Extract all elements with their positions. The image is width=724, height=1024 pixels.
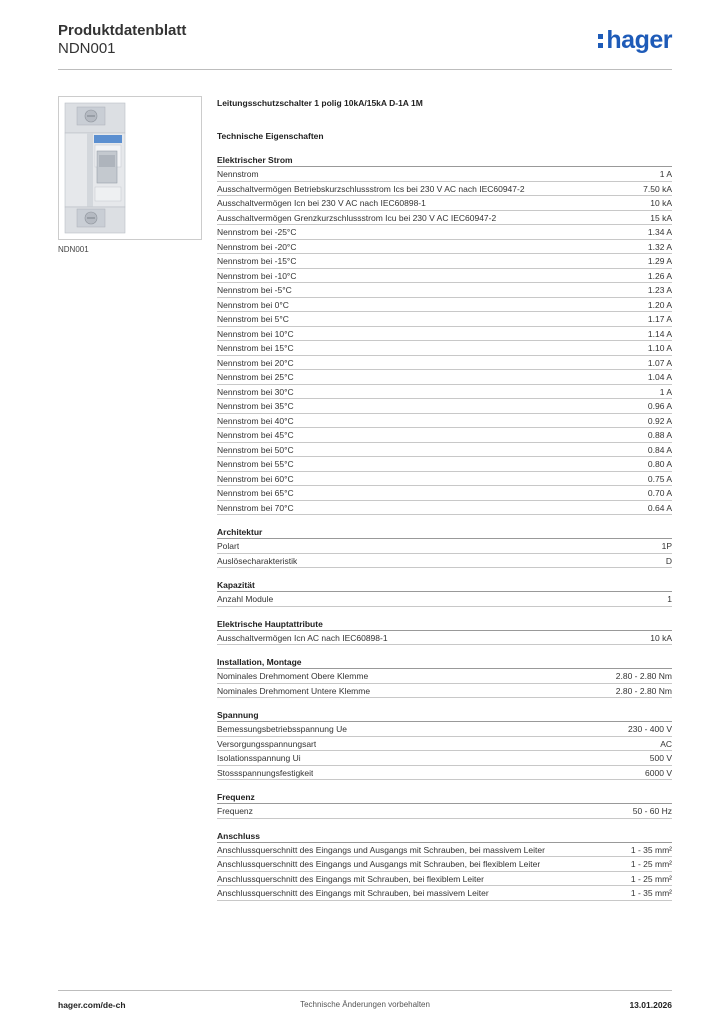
spec-value: 0.80 A <box>647 459 672 469</box>
product-description: Leitungsschutzschalter 1 polig 10kA/15kA D-1A 1M <box>217 98 423 108</box>
circuit-breaker-image <box>59 97 201 239</box>
spec-value: D <box>665 555 672 566</box>
spec-label: Anschlussquerschnitt des Eingangs und Ausgangs mit Schrauben, bei massivem Leiter <box>217 844 545 855</box>
spec-label: Nennstrom bei -5°C <box>217 285 292 295</box>
spec-row <box>217 283 672 298</box>
page-footer <box>58 990 672 1014</box>
spec-label: Versorgungsspannungsart <box>217 738 317 749</box>
spec-value: 1 A <box>659 386 672 397</box>
spec-value: 1.20 A <box>647 299 672 310</box>
spec-label: Nennstrom bei 40°C <box>217 415 294 426</box>
spec-row <box>217 722 672 737</box>
spec-value: 0.75 A <box>647 473 672 484</box>
spec-value: 0.70 A <box>647 488 672 498</box>
spec-row <box>217 167 672 182</box>
spec-value: 1.34 A <box>647 227 672 237</box>
spec-row <box>217 341 672 356</box>
spec-label: Nennstrom bei 50°C <box>217 444 294 455</box>
spec-value: 1.17 A <box>647 314 672 324</box>
spec-label: Anschlussquerschnitt des Eingangs und Ausgangs mit Schrauben, bei flexiblem Leiter <box>217 859 541 869</box>
spec-label: Bemessungsbetriebsspannung Ue <box>217 724 347 734</box>
spec-row <box>217 486 672 501</box>
spec-row <box>217 254 672 269</box>
footer-notice: Technische Änderungen vorbehalten <box>300 1000 430 1009</box>
spec-row <box>217 182 672 197</box>
section-title: Architektur <box>217 525 672 539</box>
spec-section <box>217 655 672 698</box>
spec-label: Stossspannungsfestigkeit <box>217 767 314 778</box>
spec-label: Nennstrom bei -10°C <box>217 270 297 281</box>
image-caption: NDN001 <box>58 245 89 254</box>
logo-dots-icon <box>598 32 603 50</box>
spec-label: Nennstrom bei 15°C <box>217 343 294 353</box>
spec-label: Nominales Drehmoment Obere Klemme <box>217 671 369 681</box>
spec-value: 1 <box>667 594 672 604</box>
spec-label: Anschlussquerschnitt des Eingangs mit Schrauben, bei flexiblem Leiter <box>217 873 484 884</box>
spec-row <box>217 385 672 400</box>
spec-section <box>217 790 672 819</box>
spec-label: Ausschaltvermögen Betriebskurzschlussstrom Ics bei 230 V AC nach IEC60947-2 <box>217 183 525 194</box>
spec-value: 15 kA <box>650 212 672 223</box>
spec-row <box>217 472 672 487</box>
spec-value: 0.96 A <box>647 401 672 411</box>
spec-label: Nennstrom bei 45°C <box>217 430 294 440</box>
spec-section <box>217 525 672 568</box>
section-title: Anschluss <box>217 829 672 843</box>
spec-label: Nennstrom bei -25°C <box>217 227 297 237</box>
page-header <box>58 20 672 70</box>
spec-value: 1 - 25 mm² <box>630 859 672 869</box>
spec-section <box>217 153 672 515</box>
spec-label: Nennstrom bei 35°C <box>217 401 294 411</box>
spec-row <box>217 886 672 901</box>
spec-value: 1.07 A <box>647 357 672 368</box>
hager-logo <box>598 26 672 55</box>
spec-label: Nennstrom <box>217 169 259 179</box>
spec-label: Nennstrom bei 0°C <box>217 299 289 310</box>
spec-value: 2.80 - 2.80 Nm <box>615 671 672 681</box>
spec-row <box>217 269 672 284</box>
spec-row <box>217 240 672 255</box>
spec-value: 7.50 kA <box>643 183 672 194</box>
spec-value: 6000 V <box>645 767 672 778</box>
spec-row <box>217 414 672 429</box>
spec-row <box>217 428 672 443</box>
spec-label: Nominales Drehmoment Untere Klemme <box>217 685 371 696</box>
spec-label: Isolationsspannung Ui <box>217 753 301 763</box>
spec-label: Nennstrom bei 25°C <box>217 372 294 382</box>
spec-value: AC <box>660 738 672 749</box>
spec-row <box>217 211 672 226</box>
spec-value: 1.23 A <box>647 285 672 295</box>
spec-value: 1.26 A <box>647 270 672 281</box>
spec-label: Nennstrom bei 20°C <box>217 357 294 368</box>
spec-value: 1.04 A <box>647 372 672 382</box>
spec-label: Nennstrom bei 10°C <box>217 328 294 339</box>
spec-value: 1P <box>661 541 672 551</box>
spec-row <box>217 592 672 607</box>
spec-value: 0.92 A <box>647 415 672 426</box>
spec-row <box>217 501 672 516</box>
spec-label: Ausschaltvermögen Grenzkurzschlussstrom Icu bei 230 V AC IEC60947-2 <box>217 212 497 223</box>
spec-row <box>217 370 672 385</box>
section-title: Kapazität <box>217 578 672 592</box>
spec-label: Anschlussquerschnitt des Eingangs mit Schrauben, bei massivem Leiter <box>217 888 489 898</box>
spec-label: Frequenz <box>217 806 253 816</box>
spec-value: 1.29 A <box>647 256 672 266</box>
spec-row <box>217 872 672 887</box>
spec-row <box>217 857 672 872</box>
spec-value: 1 - 35 mm² <box>630 844 672 855</box>
page-title: Produktdatenblatt <box>58 22 187 39</box>
spec-label: Nennstrom bei -20°C <box>217 241 297 252</box>
spec-section <box>217 829 672 901</box>
spec-value: 1 - 25 mm² <box>630 873 672 884</box>
spec-value: 0.84 A <box>647 444 672 455</box>
spec-value: 0.64 A <box>647 502 672 513</box>
spec-row <box>217 196 672 211</box>
spec-label: Nennstrom bei 60°C <box>217 473 294 484</box>
spec-row <box>217 312 672 327</box>
spec-section <box>217 578 672 607</box>
spec-value: 230 - 400 V <box>628 724 672 734</box>
tech-heading: Technische Eigenschaften <box>217 131 324 141</box>
spec-value: 1.10 A <box>647 343 672 353</box>
footer-date: 13.01.2026 <box>629 1000 672 1010</box>
spec-value: 1.32 A <box>647 241 672 252</box>
spec-row <box>217 225 672 240</box>
footer-website[interactable]: hager.com/de-ch <box>58 1000 126 1010</box>
spec-label: Ausschaltvermögen Icn AC nach IEC60898-1 <box>217 632 388 643</box>
spec-section <box>217 617 672 646</box>
product-content <box>217 96 672 901</box>
spec-row <box>217 356 672 371</box>
spec-label: Nennstrom bei -15°C <box>217 256 297 266</box>
spec-value: 2.80 - 2.80 Nm <box>615 685 672 696</box>
spec-label: Auslösecharakteristik <box>217 555 298 566</box>
spec-value: 10 kA <box>650 198 672 208</box>
spec-row <box>217 457 672 472</box>
spec-row <box>217 804 672 819</box>
product-image <box>58 96 202 240</box>
spec-row <box>217 554 672 569</box>
spec-row <box>217 298 672 313</box>
logo-text: hager <box>606 26 672 54</box>
section-title: Spannung <box>217 708 672 722</box>
spec-row <box>217 539 672 554</box>
section-title: Frequenz <box>217 790 672 804</box>
spec-row <box>217 669 672 684</box>
spec-row <box>217 766 672 781</box>
spec-row <box>217 737 672 752</box>
spec-value: 1 A <box>659 169 672 179</box>
spec-value: 0.88 A <box>647 430 672 440</box>
spec-label: Nennstrom bei 65°C <box>217 488 294 498</box>
spec-section <box>217 708 672 780</box>
product-code: NDN001 <box>58 40 116 57</box>
spec-row <box>217 443 672 458</box>
spec-label: Nennstrom bei 55°C <box>217 459 294 469</box>
section-title: Installation, Montage <box>217 655 672 669</box>
spec-value: 10 kA <box>650 632 672 643</box>
section-title: Elektrische Hauptattribute <box>217 617 672 631</box>
spec-row <box>217 399 672 414</box>
spec-label: Anzahl Module <box>217 594 274 604</box>
spec-label: Nennstrom bei 5°C <box>217 314 289 324</box>
spec-label: Polart <box>217 541 240 551</box>
spec-label: Ausschaltvermögen Icn bei 230 V AC nach IEC60898-1 <box>217 198 426 208</box>
spec-row <box>217 751 672 766</box>
spec-row <box>217 843 672 858</box>
section-title: Elektrischer Strom <box>217 153 672 167</box>
spec-sections <box>217 153 672 901</box>
spec-label: Nennstrom bei 70°C <box>217 502 294 513</box>
spec-row <box>217 684 672 699</box>
spec-value: 1 - 35 mm² <box>630 888 672 898</box>
spec-value: 50 - 60 Hz <box>632 806 672 816</box>
spec-row <box>217 327 672 342</box>
spec-row <box>217 631 672 646</box>
spec-value: 1.14 A <box>647 328 672 339</box>
spec-value: 500 V <box>649 753 672 763</box>
spec-label: Nennstrom bei 30°C <box>217 386 294 397</box>
